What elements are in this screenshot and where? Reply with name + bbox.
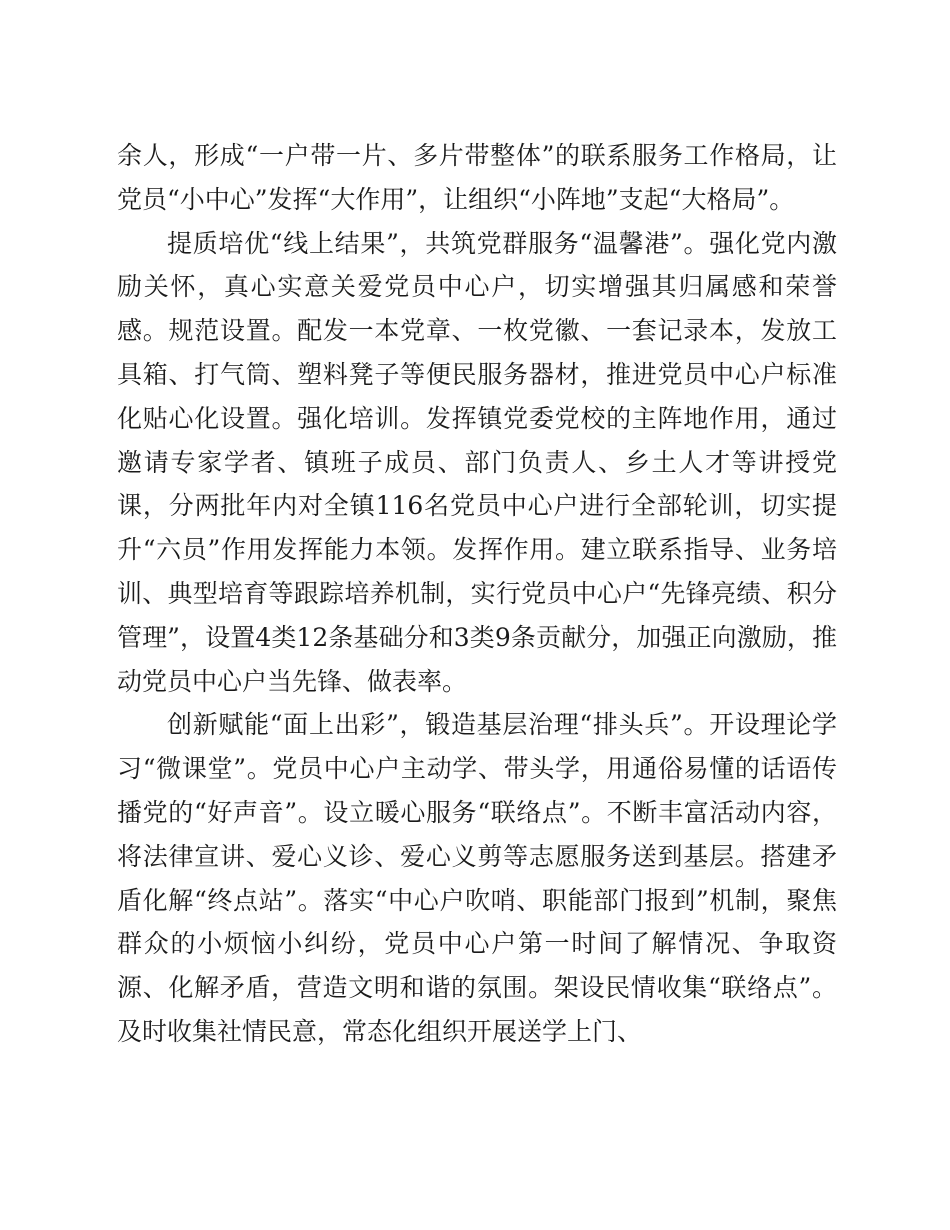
document-body bbox=[117, 134, 837, 1054]
paragraph-continuation: 余人，形成“一户带一片、多片带整体”的联系服务工作格局，让党员“小中心”发挥“大作用”，让组织“小阵地”支起“大格局”。 bbox=[117, 141, 837, 214]
paragraph-service-harbor: 提质培优“线上结果”，共筑党群服务“温馨港”。强化党内激励关怀，真心实意关爱党员中心户，切实增强其归属感和荣誉感。规范设置。配发一本党章、一枚党徽、一套记录本，发放工具箱、打气筒、塑料凳子等便民服务器材，推进党员中心户标准化贴心化设置。强化培训。发挥镇党委党校的主阵地作用，通过邀请专家学者、镇班子成员、部门负责人、乡土人才等讲授党课，分两批年内对全镇116名党员中心户进行全部轮训，切实提升“六员”作用发挥能力本领。发挥作用。建立联系指导、业务培训、典型培育等跟踪培养机制，实行党员中心户“先锋亮绩、积分管理”，设置4类12条基础分和3类9条贡献分，加强正向激励，推动党员中心户当先锋、做表率。 bbox=[117, 228, 837, 696]
paragraph-grassroots-governance: 创新赋能“面上出彩”，锻造基层治理“排头兵”。开设理论学习“微课堂”。党员中心户主动学、带头学，用通俗易懂的话语传播党的“好声音”。设立暖心服务“联络点”。不断丰富活动内容，将法律宣讲、爱心义诊、爱心义剪等志愿服务送到基层。搭建矛盾化解“终点站”。落实“中心户吹哨、职能部门报到”机制，聚焦群众的小烦恼小纠纷，党员中心户第一时间了解情况、争取资源、化解矛盾，营造文明和谐的氛围。架设民情收集“联络点”。及时收集社情民意，常态化组织开展送学上门、 bbox=[117, 710, 837, 1046]
